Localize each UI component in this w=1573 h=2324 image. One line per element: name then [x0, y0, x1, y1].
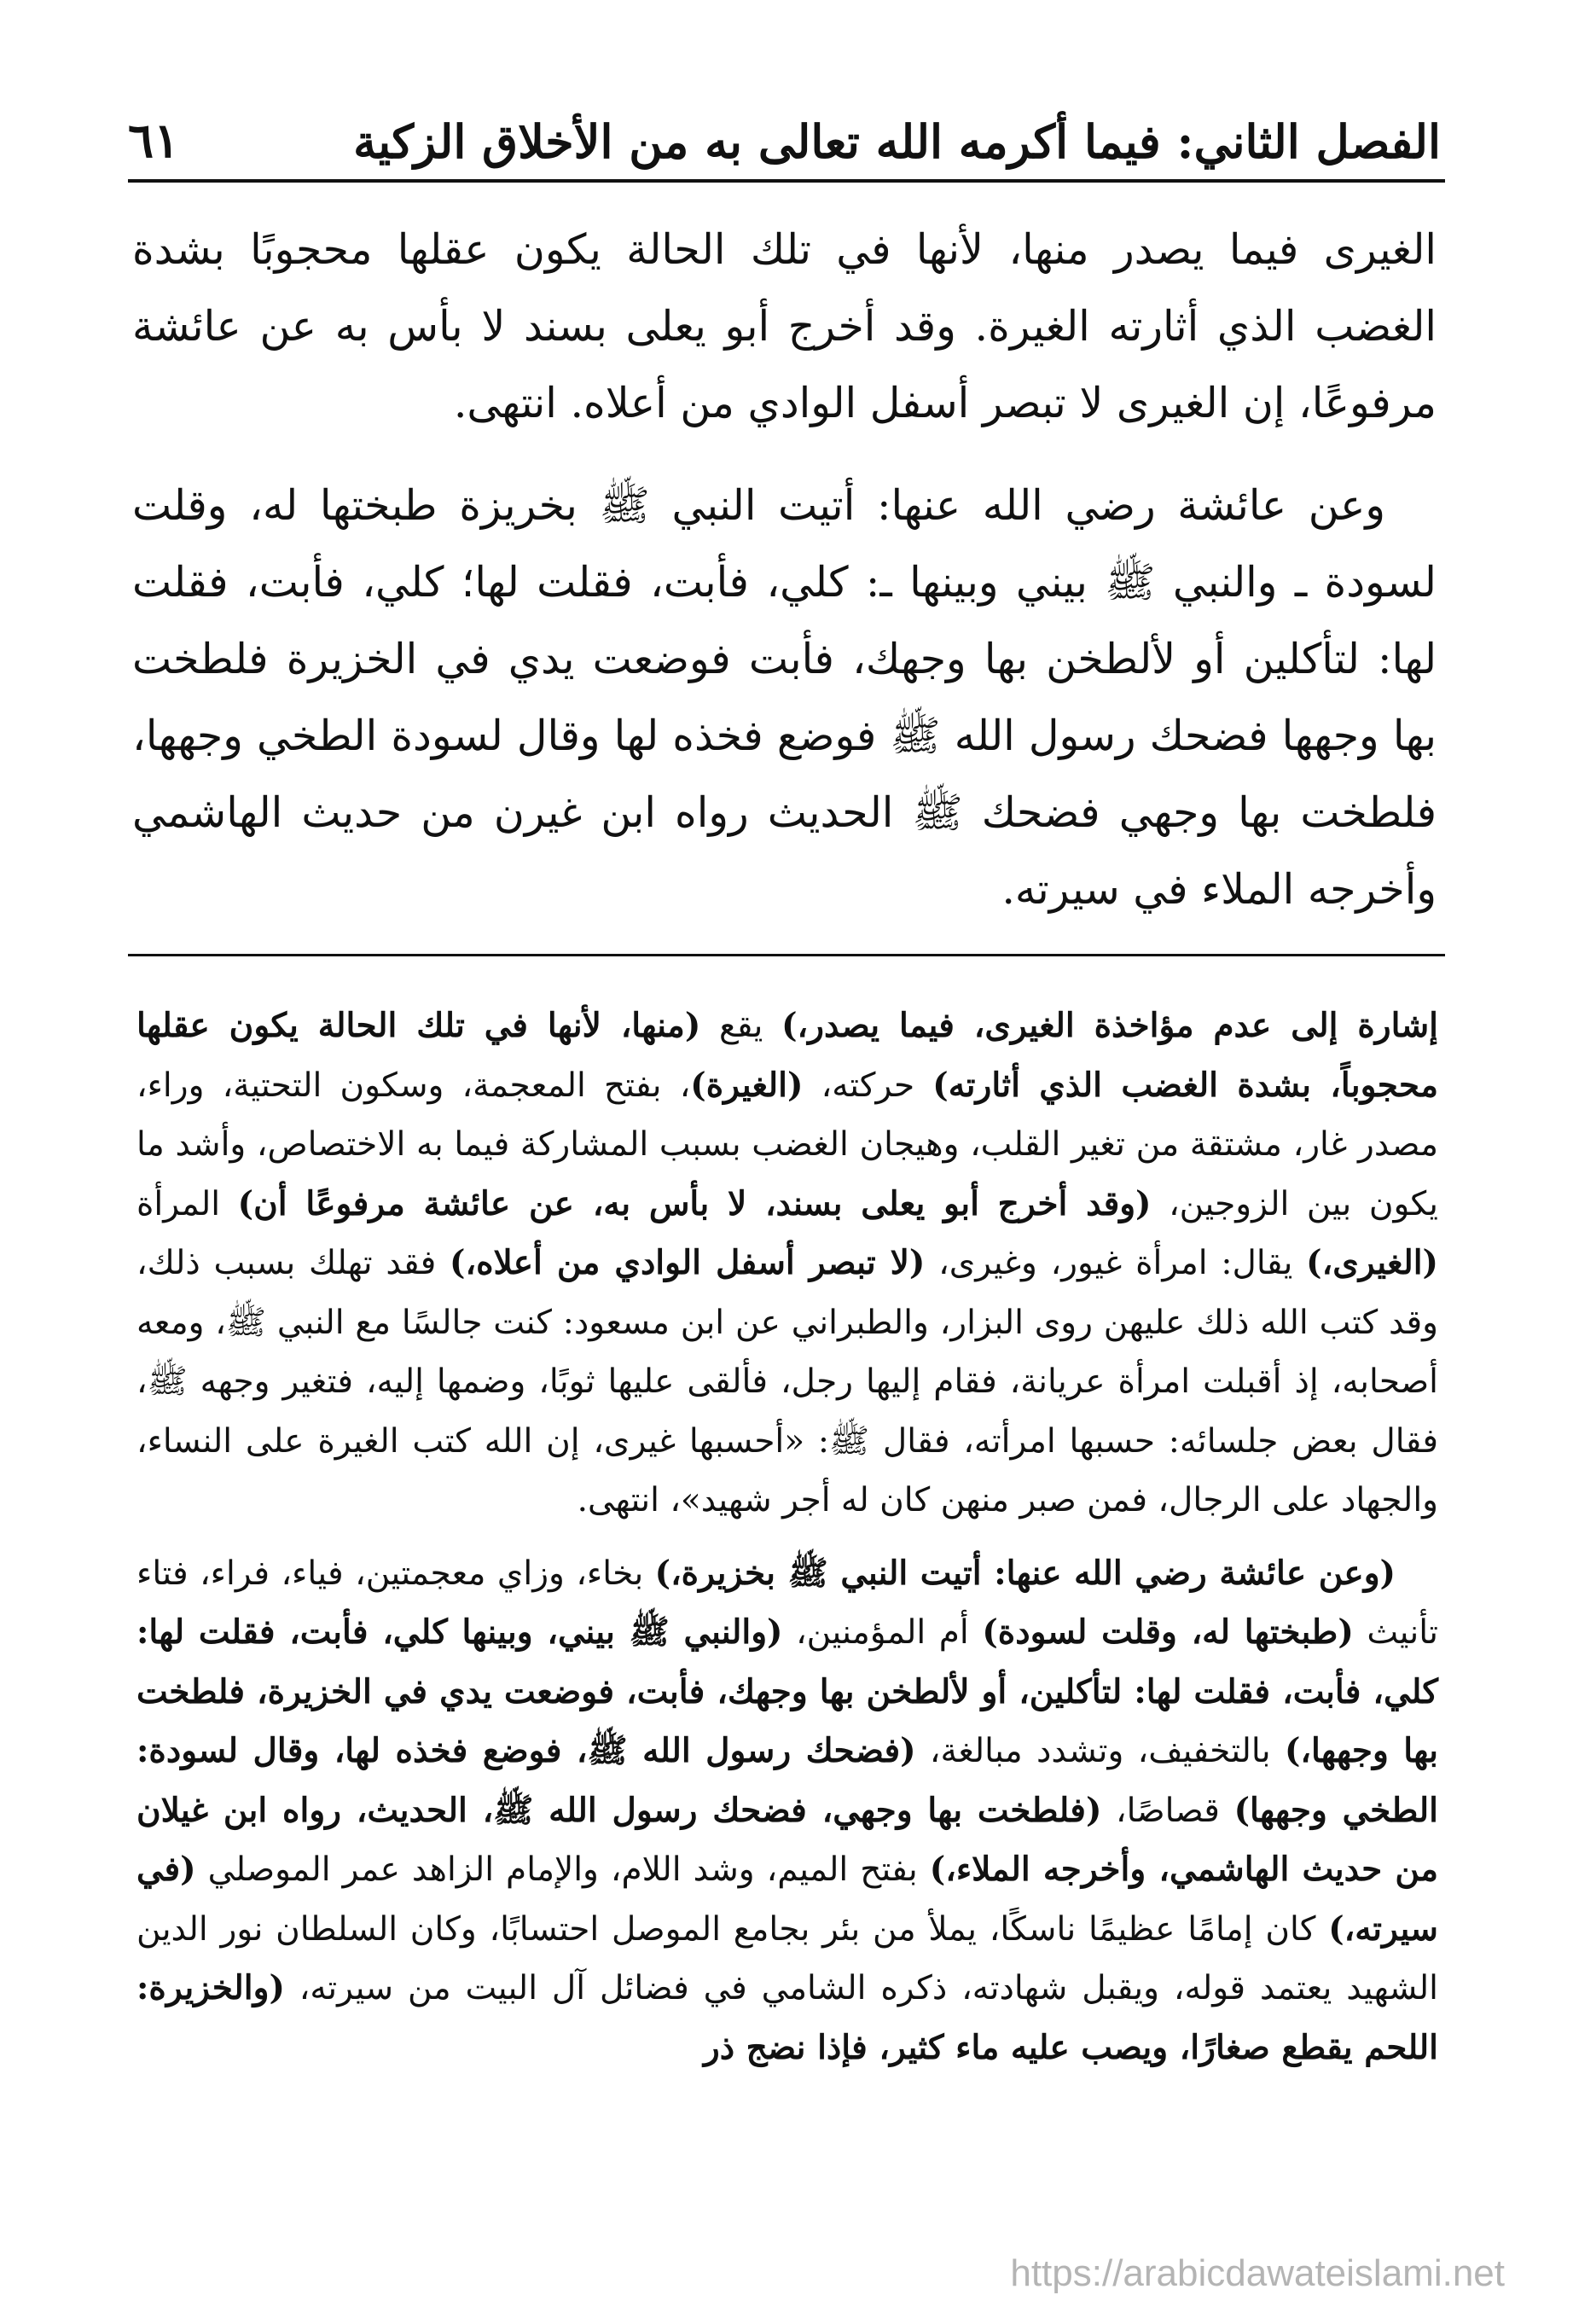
page-number: ٦١ — [128, 113, 180, 169]
commentary-paragraph — [136, 996, 1438, 1531]
quoted-text-run: (وقد أخرج أبو يعلى بسند، لا بأس به، عن عائشة مرفوعًا أن) — [237, 1183, 1152, 1223]
commentary-text-run: بالتخفيف، وتشدد مبالغة، — [915, 1732, 1285, 1770]
running-header — [128, 101, 1441, 169]
quoted-text-run: (الغيرى،) — [1306, 1243, 1438, 1282]
commentary-text-run: بفتح الميم، وشد اللام، والإمام الزاهد عمر الموصلي — [195, 1850, 930, 1889]
main-paragraph: الغيرى فيما يصدر منها، لأنها في تلك الحالة يكون عقلها محجوبًا بشدة الغضب الذي أثارته الغيرة. وقد أخرج أبو يعلى بسند لا بأس به عن عائشة مرفوعًا، إن الغيرى لا تبصر أسفل الوادي من أعلاه. انتهى. — [132, 225, 1437, 427]
watermark-url: https://arabicdawateislami.net — [1010, 2252, 1505, 2294]
commentary-text-run: قصاصًا، — [1101, 1791, 1234, 1830]
commentary-text-run: ، بفتح المعجمة، وسكون التحتية، وراء، مصدر غار، مشتقة من تغير القلب، وهيجان الغضب بسبب المشاركة فيما به الاختصاص، وأشد ما يكون بين الزوجين، — [136, 1066, 1438, 1223]
quoted-text-run: (في سيرته،) — [136, 1850, 1438, 1949]
quoted-text-run: (فضحك رسول الله ﷺ، فوضع فخذه لها، وقال لسودة: الطخي وجهها) — [136, 1731, 1438, 1830]
quoted-text-run: (طبختها له، وقلت لسودة) — [982, 1612, 1354, 1652]
commentary-text-run: فقد تهلك بسبب ذلك، وقد كتب الله ذلك عليهن روى البزار، والطبراني عن ابن مسعود: كنت جالسًا مع النبي ﷺ، ومعه أصحابه، إذ أقبلت امرأة عريانة، فقام إليها رجل، فألقى عليها ثوبًا، وضمها إليه، فتغير وجهه ﷺ، فقال بعض جلسائه: حسبها امرأته، فقال ﷺ: «أحسبها غيرى، إن الله كتب الغيرة على النساء، والجهاد على الرجال، فمن صبر منهن كان له أجر شهيد»، انتهى. — [136, 1244, 1438, 1519]
quoted-text-run: (والنبي ﷺ بيني، وبينها كلي، فأبت، فقلت لها: كلي، فأبت، فقلت لها: لتأكلين، أو لألطخن بها وجهك، فأبت، فوضعت يدي في الخزيرة، فلطخت بها وجهها،) — [136, 1612, 1438, 1770]
commentary-text-run: يقال: امرأة غيور، وغيرى، — [925, 1244, 1307, 1282]
commentary-text-run: حركته، — [803, 1066, 933, 1105]
quoted-text-run: (منها، لأنها في تلك الحالة يكون عقلها محجوباً، بشدة الغضب الذي أثارته) — [136, 1006, 1438, 1105]
quoted-text-run: (فلطخت بها وجهي، فضحك رسول الله ﷺ، الحديث، رواه ابن غيلان من حديث الهاشمي، وأخرجه الملاء،) — [136, 1790, 1438, 1889]
quoted-text-run: (لا تبصر أسفل الوادي من أعلاه،) — [450, 1243, 926, 1282]
commentary-separator — [128, 954, 1445, 956]
main-text — [132, 212, 1437, 954]
quoted-text-run: إشارة إلى عدم مؤاخذة الغيرى، فيما يصدر،) — [781, 1006, 1439, 1045]
quoted-text-run: (والخزيرة: اللحم يقطع صغارًا، ويصب عليه ماء كثير، فإذا نضج ذر — [136, 1968, 1438, 2067]
chapter-title: الفصل الثاني: فيما أكرمه الله تعالى به من الأخلاق الزكية — [353, 114, 1441, 169]
commentary-text-run: كان إمامًا عظيمًا ناسكًا، يملأ من بئر بجامع الموصل احتسابًا، وكان السلطان نور الدين الشهيد يعتمد قوله، ويقبل شهادته، ذكره الشامي في فضائل آل البيت من سيرته، — [136, 1909, 1438, 2007]
commentary-text-run: يقع — [700, 1007, 782, 1045]
main-paragraph: وعن عائشة رضي الله عنها: أتيت النبي ﷺ بخريزة طبختها له، وقلت لسودة ـ والنبي ﷺ بيني وبينها ـ: كلي، فأبت، فقلت لها؛ كلي، فأبت، فقلت لها: لتأكلين أو لألطخن بها وجهك، فأبت فوضعت يدي في الخزيرة فلطخت بها وجهها فضحك رسول الله ﷺ فوضع فخذه لها وقال لسودة الطخي وجهها، فلطخت بها وجهي فضحك ﷺ الحديث رواه ابن غيرن من حديث الهاشمي وأخرجه الملاء في سيرته. — [132, 481, 1437, 914]
commentary-text-run: بخاء، وزاي معجمتين، فياء، فراء، فتاء تأنيث — [136, 1554, 1439, 1652]
commentary-text-run: أم المؤمنين، — [782, 1613, 983, 1652]
quoted-text-run: (وعن عائشة رضي الله عنها: أتيت النبي ﷺ بخزيرة،) — [654, 1553, 1396, 1593]
commentary-text-run: المرأة — [136, 1184, 238, 1223]
header-rule — [128, 179, 1445, 183]
quoted-text-run: (الغيرة) — [690, 1065, 804, 1105]
commentary-text — [136, 996, 1438, 2091]
commentary-paragraph — [136, 1544, 1438, 2078]
